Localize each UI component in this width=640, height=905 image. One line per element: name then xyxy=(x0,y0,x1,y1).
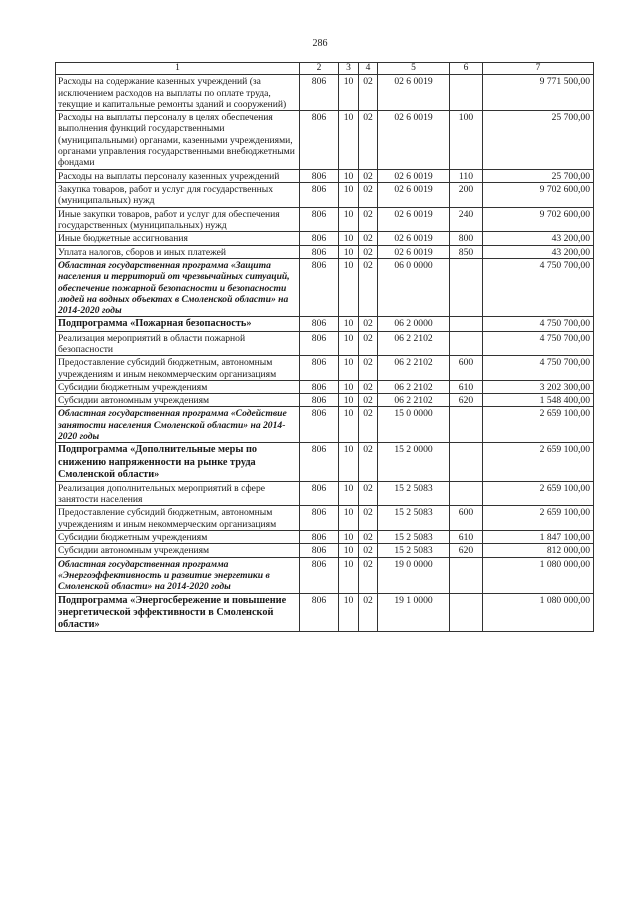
table-row xyxy=(56,481,594,506)
table-row xyxy=(56,557,594,593)
row-name: Предоставление субсидий бюджетным, автономным учреждениям и иным некоммерческим организациям xyxy=(56,506,300,531)
row-ministry-code: 806 xyxy=(300,317,339,331)
row-target-code: 06 2 2102 xyxy=(378,356,450,381)
row-amount: 25 700,00 xyxy=(483,111,594,170)
row-subsection-code: 02 xyxy=(359,317,378,331)
row-expense-type: 620 xyxy=(450,544,483,557)
table-row xyxy=(56,331,594,356)
row-expense-type: 600 xyxy=(450,506,483,531)
row-expense-type xyxy=(450,557,483,593)
row-amount: 3 202 300,00 xyxy=(483,380,594,393)
table-row xyxy=(56,169,594,182)
row-subsection-code: 02 xyxy=(359,380,378,393)
row-section-code: 10 xyxy=(339,407,359,443)
row-ministry-code: 806 xyxy=(300,169,339,182)
row-section-code: 10 xyxy=(339,245,359,258)
row-target-code: 02 6 0019 xyxy=(378,111,450,170)
row-section-code: 10 xyxy=(339,380,359,393)
row-target-code: 06 2 2102 xyxy=(378,380,450,393)
row-name: Субсидии бюджетным учреждениям xyxy=(56,531,300,544)
table-header-row xyxy=(56,63,594,75)
row-expense-type xyxy=(450,593,483,631)
row-section-code: 10 xyxy=(339,169,359,182)
row-subsection-code: 02 xyxy=(359,407,378,443)
row-subsection-code: 02 xyxy=(359,245,378,258)
row-name: Расходы на выплаты персоналу казенных учреждений xyxy=(56,169,300,182)
header-col-2: 2 xyxy=(300,63,339,75)
row-target-code: 02 6 0019 xyxy=(378,232,450,245)
row-target-code: 06 2 2102 xyxy=(378,331,450,356)
row-name: Уплата налогов, сборов и иных платежей xyxy=(56,245,300,258)
row-expense-type xyxy=(450,75,483,111)
row-section-code: 10 xyxy=(339,557,359,593)
header-col-3: 3 xyxy=(339,63,359,75)
row-amount: 4 750 700,00 xyxy=(483,356,594,381)
row-subsection-code: 02 xyxy=(359,506,378,531)
row-target-code: 06 0 0000 xyxy=(378,258,450,317)
row-expense-type: 850 xyxy=(450,245,483,258)
row-expense-type xyxy=(450,331,483,356)
row-target-code: 06 2 0000 xyxy=(378,317,450,331)
row-amount: 2 659 100,00 xyxy=(483,443,594,481)
row-section-code: 10 xyxy=(339,506,359,531)
row-expense-type: 100 xyxy=(450,111,483,170)
row-section-code: 10 xyxy=(339,207,359,232)
row-target-code: 15 2 5083 xyxy=(378,506,450,531)
row-amount: 4 750 700,00 xyxy=(483,331,594,356)
row-section-code: 10 xyxy=(339,443,359,481)
row-ministry-code: 806 xyxy=(300,557,339,593)
row-subsection-code: 02 xyxy=(359,183,378,208)
row-subsection-code: 02 xyxy=(359,232,378,245)
table-row xyxy=(56,593,594,631)
row-section-code: 10 xyxy=(339,183,359,208)
row-name: Подпрограмма «Дополнительные меры по снижению напряженности на рынке труда Смоленской области» xyxy=(56,443,300,481)
row-amount: 1 548 400,00 xyxy=(483,394,594,407)
row-subsection-code: 02 xyxy=(359,544,378,557)
row-ministry-code: 806 xyxy=(300,331,339,356)
row-amount: 1 080 000,00 xyxy=(483,593,594,631)
row-name: Областная государственная программа «Энергоэффективность и развитие энергетики в Смоленской области» на 2014-2020 годы xyxy=(56,557,300,593)
row-target-code: 02 6 0019 xyxy=(378,207,450,232)
row-name: Областная государственная программа «Содействие занятости населения Смоленской области» на 2014-2020 годы xyxy=(56,407,300,443)
row-amount: 9 702 600,00 xyxy=(483,207,594,232)
table-row xyxy=(56,317,594,331)
row-name: Предоставление субсидий бюджетным, автономным учреждениям и иным некоммерческим организациям xyxy=(56,356,300,381)
row-subsection-code: 02 xyxy=(359,481,378,506)
row-ministry-code: 806 xyxy=(300,245,339,258)
table-row xyxy=(56,232,594,245)
row-subsection-code: 02 xyxy=(359,593,378,631)
row-section-code: 10 xyxy=(339,258,359,317)
row-target-code: 15 2 5083 xyxy=(378,531,450,544)
row-amount: 4 750 700,00 xyxy=(483,317,594,331)
row-target-code: 19 0 0000 xyxy=(378,557,450,593)
budget-table xyxy=(55,62,594,632)
row-name: Реализация мероприятий в области пожарной безопасности xyxy=(56,331,300,356)
row-section-code: 10 xyxy=(339,531,359,544)
table-row xyxy=(56,506,594,531)
row-expense-type: 110 xyxy=(450,169,483,182)
row-amount: 1 847 100,00 xyxy=(483,531,594,544)
row-target-code: 02 6 0019 xyxy=(378,169,450,182)
row-amount: 2 659 100,00 xyxy=(483,407,594,443)
row-target-code: 15 2 0000 xyxy=(378,443,450,481)
row-subsection-code: 02 xyxy=(359,356,378,381)
row-expense-type: 200 xyxy=(450,183,483,208)
row-ministry-code: 806 xyxy=(300,356,339,381)
row-target-code: 19 1 0000 xyxy=(378,593,450,631)
row-name: Расходы на выплаты персоналу в целях обеспечения выполнения функций государственными (муниципальными) органами, казенными учреждениями, органами управления государственными внебюджетными фондами xyxy=(56,111,300,170)
row-amount: 9 771 500,00 xyxy=(483,75,594,111)
row-section-code: 10 xyxy=(339,232,359,245)
row-expense-type: 610 xyxy=(450,380,483,393)
row-ministry-code: 806 xyxy=(300,481,339,506)
table-row xyxy=(56,394,594,407)
row-ministry-code: 806 xyxy=(300,232,339,245)
row-name: Субсидии автономным учреждениям xyxy=(56,394,300,407)
row-name: Подпрограмма «Пожарная безопасность» xyxy=(56,317,300,331)
row-ministry-code: 806 xyxy=(300,506,339,531)
row-subsection-code: 02 xyxy=(359,207,378,232)
row-subsection-code: 02 xyxy=(359,443,378,481)
row-amount: 812 000,00 xyxy=(483,544,594,557)
row-section-code: 10 xyxy=(339,481,359,506)
row-ministry-code: 806 xyxy=(300,258,339,317)
row-amount: 43 200,00 xyxy=(483,245,594,258)
table-row xyxy=(56,207,594,232)
row-subsection-code: 02 xyxy=(359,111,378,170)
table-row xyxy=(56,407,594,443)
page-number: 286 xyxy=(312,38,328,49)
row-amount: 43 200,00 xyxy=(483,232,594,245)
row-amount: 25 700,00 xyxy=(483,169,594,182)
row-ministry-code: 806 xyxy=(300,75,339,111)
row-section-code: 10 xyxy=(339,331,359,356)
row-target-code: 02 6 0019 xyxy=(378,183,450,208)
row-ministry-code: 806 xyxy=(300,407,339,443)
row-amount: 9 702 600,00 xyxy=(483,183,594,208)
row-amount: 4 750 700,00 xyxy=(483,258,594,317)
row-expense-type xyxy=(450,407,483,443)
row-subsection-code: 02 xyxy=(359,531,378,544)
row-amount: 1 080 000,00 xyxy=(483,557,594,593)
row-target-code: 15 2 5083 xyxy=(378,544,450,557)
row-ministry-code: 806 xyxy=(300,111,339,170)
row-expense-type xyxy=(450,481,483,506)
table-row xyxy=(56,258,594,317)
row-name: Иные бюджетные ассигнования xyxy=(56,232,300,245)
row-section-code: 10 xyxy=(339,75,359,111)
row-amount: 2 659 100,00 xyxy=(483,481,594,506)
row-expense-type: 610 xyxy=(450,531,483,544)
row-expense-type: 600 xyxy=(450,356,483,381)
row-target-code: 15 0 0000 xyxy=(378,407,450,443)
row-section-code: 10 xyxy=(339,111,359,170)
row-subsection-code: 02 xyxy=(359,557,378,593)
row-ministry-code: 806 xyxy=(300,531,339,544)
header-col-5: 5 xyxy=(378,63,450,75)
row-ministry-code: 806 xyxy=(300,544,339,557)
row-section-code: 10 xyxy=(339,356,359,381)
row-target-code: 06 2 2102 xyxy=(378,394,450,407)
header-col-4: 4 xyxy=(359,63,378,75)
table-row xyxy=(56,356,594,381)
table-row xyxy=(56,380,594,393)
header-col-7: 7 xyxy=(483,63,594,75)
row-name: Расходы на содержание казенных учреждений (за исключением расходов на выплаты по оплате труда, текущие и капитальные ремонты зданий и сооружений) xyxy=(56,75,300,111)
header-col-6: 6 xyxy=(450,63,483,75)
row-expense-type: 240 xyxy=(450,207,483,232)
row-target-code: 15 2 5083 xyxy=(378,481,450,506)
table-row xyxy=(56,75,594,111)
row-name: Областная государственная программа «Защита населения и территорий от чрезвычайных ситуаций, обеспечение пожарной безопасности и безопасности людей на водных объектах в Смоленской области» на 2014-2020 годы xyxy=(56,258,300,317)
row-ministry-code: 806 xyxy=(300,207,339,232)
table-row xyxy=(56,443,594,481)
row-subsection-code: 02 xyxy=(359,169,378,182)
header-col-1: 1 xyxy=(56,63,300,75)
row-subsection-code: 02 xyxy=(359,394,378,407)
row-ministry-code: 806 xyxy=(300,443,339,481)
row-name: Реализация дополнительных мероприятий в сфере занятости населения xyxy=(56,481,300,506)
row-section-code: 10 xyxy=(339,317,359,331)
row-expense-type xyxy=(450,258,483,317)
row-subsection-code: 02 xyxy=(359,75,378,111)
row-name: Субсидии автономным учреждениям xyxy=(56,544,300,557)
row-section-code: 10 xyxy=(339,593,359,631)
table-row xyxy=(56,111,594,170)
row-ministry-code: 806 xyxy=(300,380,339,393)
row-expense-type xyxy=(450,443,483,481)
row-target-code: 02 6 0019 xyxy=(378,75,450,111)
row-name: Закупка товаров, работ и услуг для государственных (муниципальных) нужд xyxy=(56,183,300,208)
row-ministry-code: 806 xyxy=(300,593,339,631)
row-subsection-code: 02 xyxy=(359,331,378,356)
row-expense-type: 620 xyxy=(450,394,483,407)
row-ministry-code: 806 xyxy=(300,183,339,208)
table-row xyxy=(56,544,594,557)
row-subsection-code: 02 xyxy=(359,258,378,317)
row-target-code: 02 6 0019 xyxy=(378,245,450,258)
table-row xyxy=(56,245,594,258)
row-ministry-code: 806 xyxy=(300,394,339,407)
row-name: Субсидии бюджетным учреждениям xyxy=(56,380,300,393)
row-section-code: 10 xyxy=(339,394,359,407)
table-row xyxy=(56,183,594,208)
row-name: Подпрограмма «Энергосбережение и повышение энергетической эффективности в Смоленской области» xyxy=(56,593,300,631)
row-section-code: 10 xyxy=(339,544,359,557)
table-row xyxy=(56,531,594,544)
row-name: Иные закупки товаров, работ и услуг для обеспечения государственных (муниципальных) нужд xyxy=(56,207,300,232)
row-expense-type: 800 xyxy=(450,232,483,245)
row-expense-type xyxy=(450,317,483,331)
row-amount: 2 659 100,00 xyxy=(483,506,594,531)
